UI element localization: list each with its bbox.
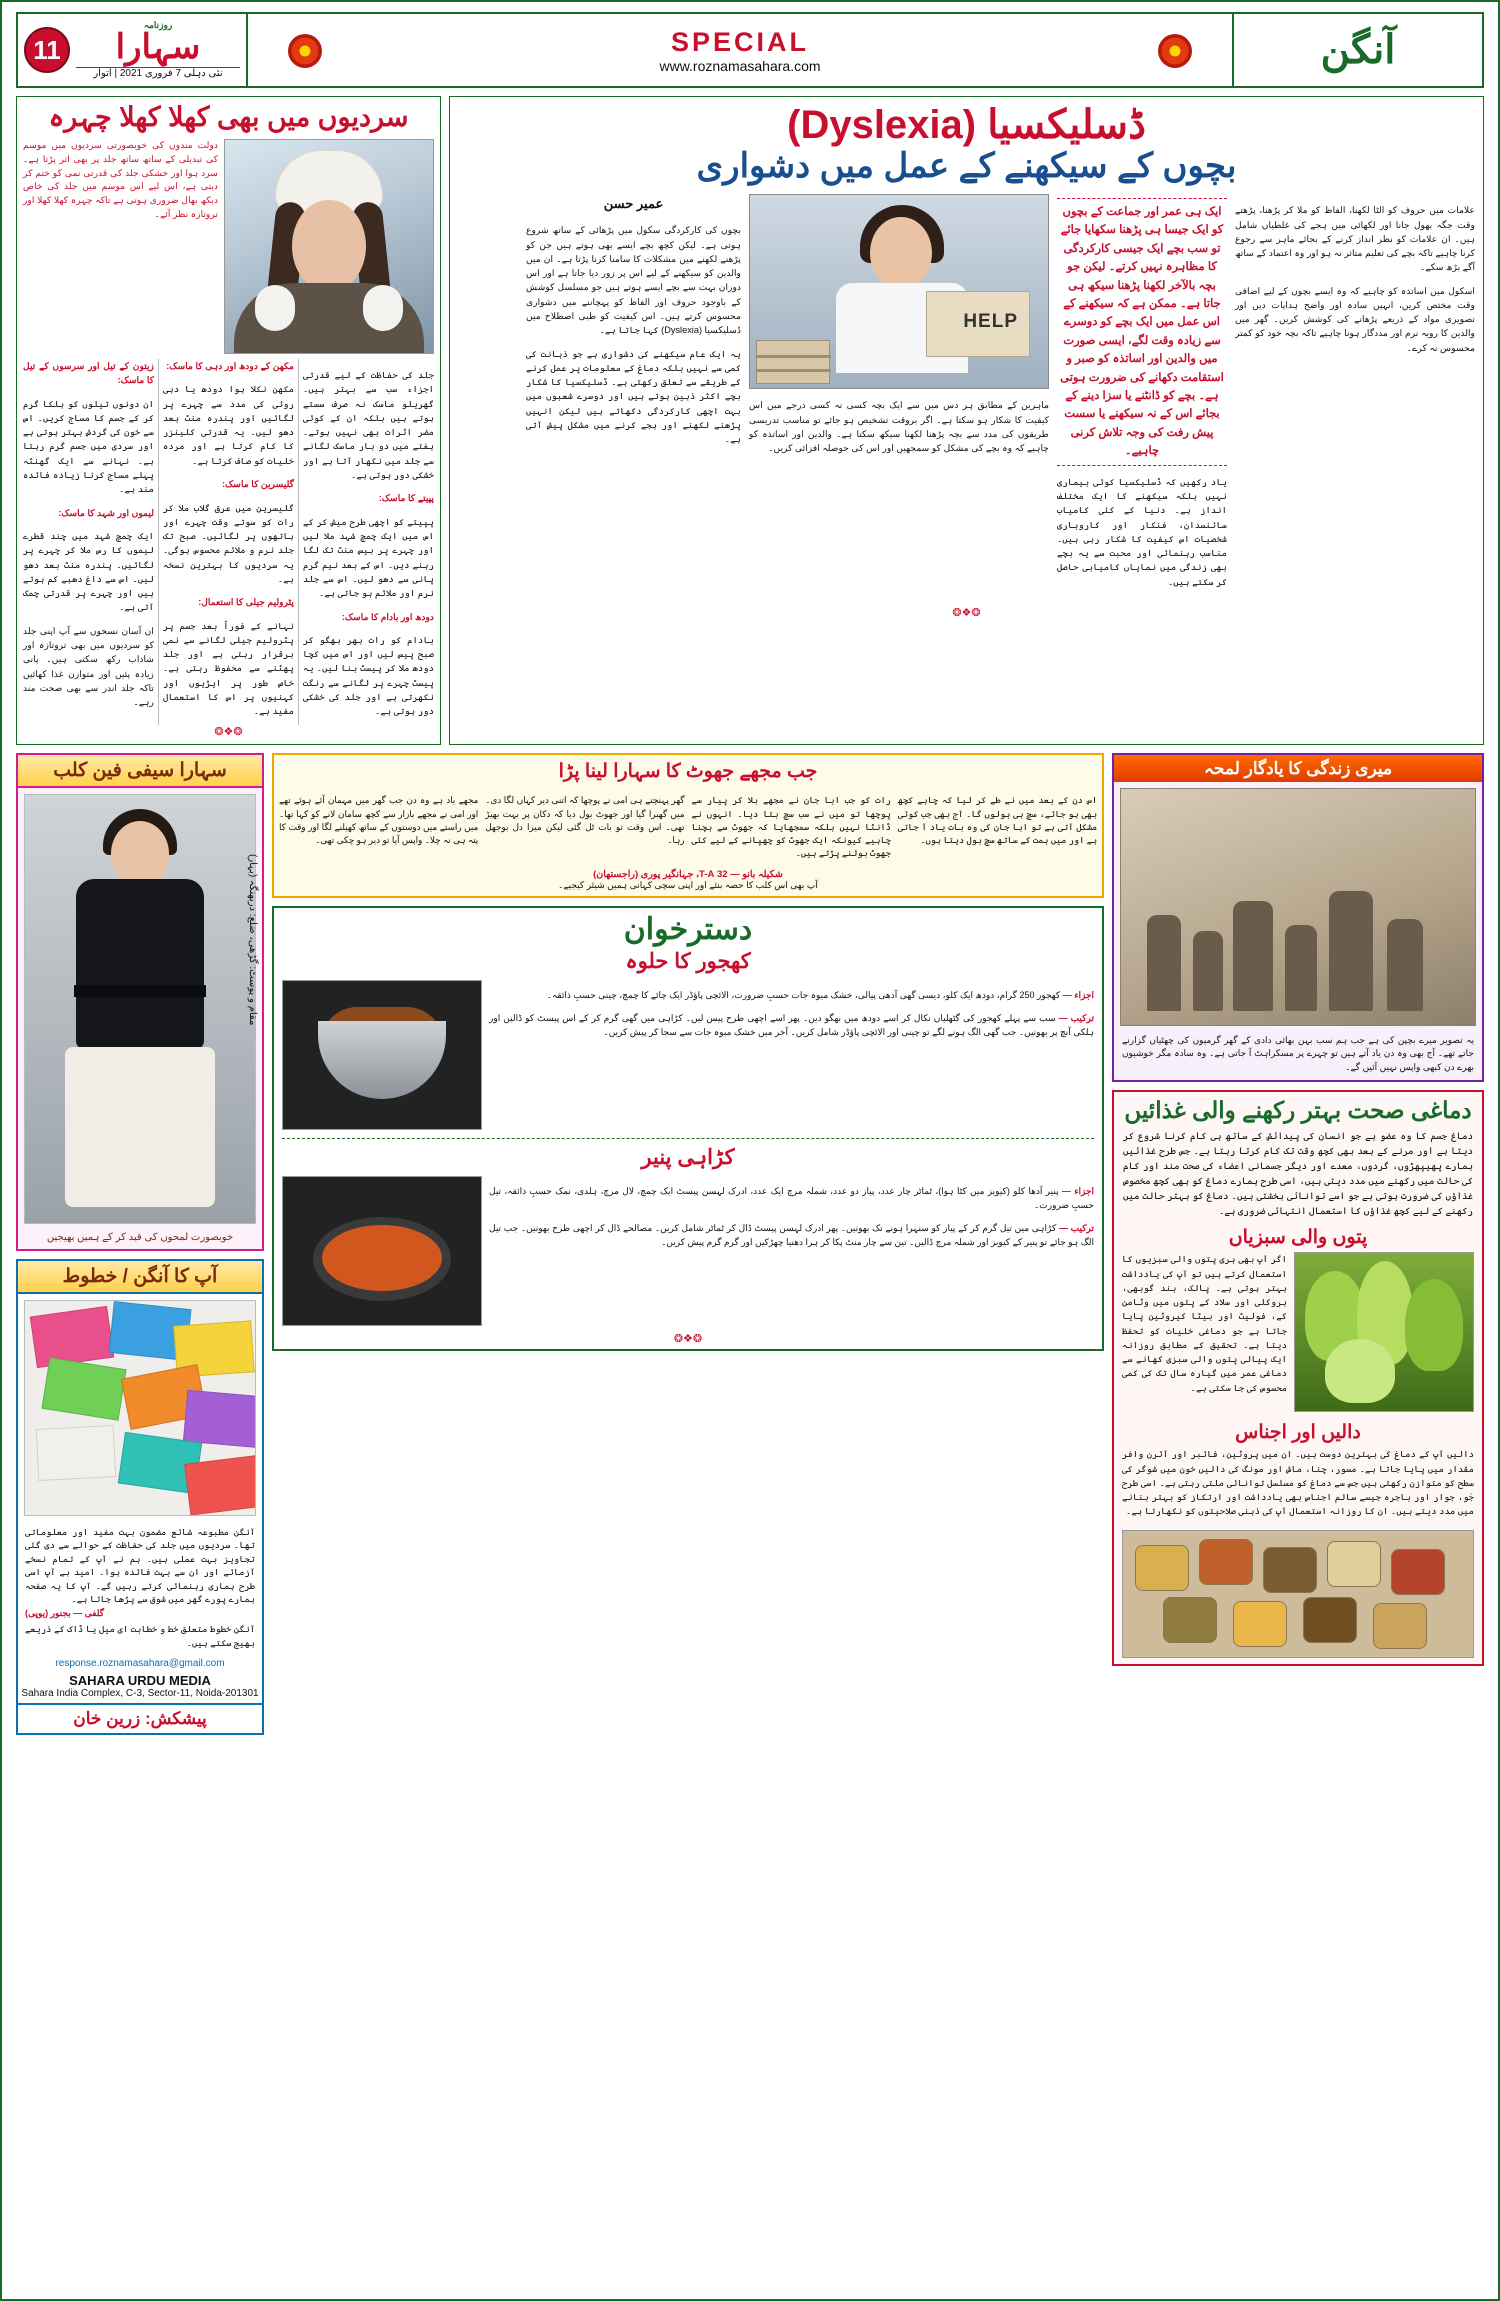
article-main-title-line2: بچوں کے سیکھنے کے عمل میں دشواری bbox=[696, 147, 1237, 185]
subhead: پٹرولیم جیلی کا استعمال: bbox=[198, 597, 294, 608]
paragraph: گھر پہنچتے ہی امی نے پوچھا کہ اتنی دیر کہاں لگا دی۔ میں گھبرا گیا اور جھوٹ بول دیا کہ دکان پر بہت بھیڑ تھی۔ اس وقت تو بات ٹل گئی لیکن میرا دل بوجھل رہا۔ bbox=[485, 795, 685, 845]
paragraph: ان دونوں تیلوں کو ہلکا گرم کر کے جسم کا مساج کریں۔ اس سے خون کی گردش بہتر ہوتی ہے اور سردی میں جسم گرم رہتا ہے۔ نہانے سے ایک گھنٹہ پہلے مساج کرنا زیادہ فائدہ مند ہے۔ bbox=[23, 398, 154, 495]
paragraph: رات کو جب ابا جان نے مجھے بلا کر پیار سے پوچھا تو میں نے سب سچ بتا دیا۔ انہوں نے ڈانٹا نہیں بلکہ سمجھایا کہ جھوٹ سے بچنا چاہیے کیونکہ ایک جھوٹ کو چھپانے کے لیے کئی جھوٹ بولنے پڑتے ہیں۔ bbox=[691, 795, 891, 859]
flower-ornament-right-icon bbox=[1158, 34, 1192, 68]
masthead-right bbox=[1232, 14, 1482, 86]
fan-club-side-note: مقام و پوسٹ: گڑھی، ضلع: دربھنگہ (بہار) bbox=[247, 853, 258, 1025]
top-content bbox=[16, 96, 1484, 745]
article-left-photo bbox=[224, 139, 434, 354]
story-signature: شکیلہ بانو — 32 T-A، جہانگیر پوری (راجستھان) bbox=[593, 869, 783, 881]
memory-title: میری زندگی کا یادگار لمحہ bbox=[1114, 755, 1482, 782]
letters-email[interactable]: response.roznamasahara@gmail.com bbox=[55, 1658, 225, 1670]
left-stack bbox=[16, 753, 264, 1736]
recipe-1-text bbox=[489, 980, 1094, 1130]
memory-box bbox=[1112, 753, 1484, 1083]
second-band bbox=[16, 753, 1484, 1736]
article-main-col-3 bbox=[749, 398, 1049, 455]
fan-club-caption: خوبصورت لمحوں کی قید کر کے ہمیں بھیجیں bbox=[46, 1231, 234, 1243]
article-main-photo bbox=[749, 194, 1049, 389]
story-col-3 bbox=[485, 786, 684, 870]
letter-body bbox=[18, 1522, 262, 1657]
paragraph: گلیسرین میں عرق گلاب ملا کر رات کو سوتے وقت چہرے اور ہاتھوں پر لگائیں۔ صبح تک جلد نرم و ملائم محسوس ہوگی۔ یہ سردیوں کا بہترین نسخہ ہے۔ bbox=[163, 502, 294, 584]
recipe-2-text bbox=[489, 1176, 1094, 1326]
letters-photo bbox=[24, 1300, 256, 1516]
help-sign-text: HELP bbox=[963, 311, 1018, 333]
right-stack bbox=[1112, 753, 1484, 1666]
health-intro: دماغ جسم کا وہ عضو ہے جو انسان کی پیدائش کے ساتھ ہی کام کرنا شروع کر دیتا ہے اور مرنے کے بعد بھی کچھ وقت تک کام کرتا رہتا ہے۔ جس طرح غذائیں ہمارے پھیپھڑوں، گردوں، معدے اور دیگر جسمانی اعضاء کی صحت مند اور کام کی حالت میں رکھنے میں مدد دیتی ہیں، اسی طرح ہمارے دماغ کو بھی کچھ مخصوص غذاؤں کی ضرورت ہوتی ہے جو اسے توانائی بخشتی ہیں۔ دماغ کو بہتر حالت میں رکھنے کے لیے کچھ غذاؤں کا استعمال انتہائی ضروری ہے۔ bbox=[1123, 1130, 1473, 1217]
special-label: SPECIAL bbox=[670, 26, 810, 57]
recipe-1-ingredients-label: اجزاء — bbox=[1062, 990, 1094, 1001]
paragraph: ان آسان نسخوں سے آپ اپنی جلد کو سردیوں میں بھی تروتازہ اور شاداب رکھ سکتی ہیں۔ پانی زیادہ پئیں اور متوازن غذا کھائیں تاکہ جلد اندر سے بھی صحت مند رہے۔ bbox=[23, 625, 154, 707]
logo-top-line: روزنامہ bbox=[143, 19, 173, 30]
paragraph: مکھن نکلا ہوا دودھ یا دہی روئی کی مدد سے چہرے پر لگائیں اور پندرہ منٹ بعد دھو لیں۔ یہ قدرتی کلینزر کا کام کرتا ہے اور مردہ خلیات کو صاف کرتا ہے۔ bbox=[163, 384, 294, 466]
paragraph: نہانے کے فوراً بعد جسم پر پٹرولیم جیلی لگانے سے نمی برقرار رہتی ہے اور جلد پھٹنے سے محفوظ رہتی ہے۔ خاص طور پر ایڑیوں اور کہنیوں پر اس کا استعمال مفید ہے۔ bbox=[163, 620, 294, 717]
health-section-2-text: دالیں آپ کے دماغ کی بہترین دوست ہیں۔ ان میں پروٹین، فائبر اور آئرن وافر مقدار میں پایا جاتا ہے۔ مسور، چنا، ماش اور مونگ کی دالیں خون میں شوگر کی سطح کو متوازن رکھتی ہیں جس سے دماغ کو مسلسل توانائی ملتی رہتی ہے۔ اسی طرح جَو، جوار اور باجرہ جیسے سالم اجناس بھی یادداشت اور ارتکاز کو بہتر بنانے میں مدد دیتے ہیں۔ ان کا روزانہ استعمال آپ کی ذہنی صلاحیتوں کو نکھارتا ہے۔ bbox=[1122, 1449, 1474, 1517]
health-section-2-heading: دالیں اور اجناس bbox=[1235, 1422, 1361, 1444]
article-left-body bbox=[23, 359, 434, 725]
paragraph: مجھے یاد ہے وہ دن جب گھر میں مہمان آئے ہوئے تھے اور امی نے مجھے بازار سے کچھ سامان لانے کو کہا تھا۔ میں راستے میں دوستوں کے ساتھ کھیلنے لگا اور وقت کا پتہ ہی نہ چلا۔ واپس آیا تو دیر ہو چکی تھی۔ bbox=[279, 795, 479, 845]
story-col-4 bbox=[279, 786, 478, 870]
dastar-khwan-box bbox=[272, 906, 1104, 1351]
story-box bbox=[272, 753, 1104, 899]
recipe-1-photo bbox=[282, 980, 482, 1130]
paragraph: پپیتے کو اچھی طرح میش کر کے اس میں ایک چمچ شہد ملا لیں اور چہرے پر بیس منٹ تک لگا رہنے دیں۔ اس کے بعد نیم گرم پانی سے دھو لیں۔ اس سے جلد نرم اور ملائم ہو جاتی ہے۔ bbox=[303, 516, 434, 599]
paragraph: یہ ایک عام سیکھنے کی دشواری ہے جو ذہانت کی کمی سے نہیں بلکہ دماغ کے معلومات پر عمل کرنے کے طریقے سے تعلق رکھتی ہے۔ ڈسلیکسیا کا شکار بچے اکثر ذہین ہوتے ہیں اور دوسرے شعبوں میں بہت اچھی کارکردگی دکھاتے ہیں لیکن انہیں پڑھنے لکھنے اور ہجے کرنے میں مشکل پیش آتی ہے۔ bbox=[526, 348, 741, 445]
subhead: گلیسرین کا ماسک: bbox=[222, 479, 294, 490]
article-main-col-2 bbox=[1057, 194, 1227, 598]
publication-date: نئی دہلی 7 فروری 2021 | اتوار bbox=[76, 67, 240, 80]
paragraph: ماہرین کے مطابق ہر دس میں سے ایک بچہ کسی نہ کسی درجے میں اس کیفیت کا شکار ہو سکتا ہے۔ اگر بروقت تشخیص ہو جائے تو مناسب تدریسی طریقوں کی مدد سے بچہ پڑھنا لکھنا سیکھ سکتا ہے۔ والدین اور اساتذہ کو چاہیے کہ وہ بچے کی مشکل کو سمجھیں اور اس کی حوصلہ افزائی کریں۔ bbox=[749, 400, 1049, 454]
fan-club-box bbox=[16, 753, 264, 1251]
paragraph: ایک چمچ شہد میں چند قطرے لیموں کا رس ملا کر چہرے پر لگائیں۔ پندرہ منٹ بعد دھو لیں۔ اس سے داغ دھبے کم ہوتے ہیں اور چہرے پر قدرتی چمک آتی ہے۔ bbox=[23, 531, 154, 613]
fan-club-photo bbox=[24, 794, 256, 1224]
website-url[interactable]: www.roznamasahara.com bbox=[659, 57, 821, 74]
health-section-2-photo bbox=[1122, 1530, 1474, 1658]
letter-signature: گلفی — بجنور (یوپی) bbox=[25, 1607, 105, 1618]
paragraph: اس دن کے بعد میں نے طے کر لیا کہ چاہے کچھ بھی ہو جائے، سچ ہی بولوں گا۔ آج بھی جب کوئی مشکل آتی ہے تو ابا جان کی وہ بات یاد آ جاتی ہے اور میں ہمت کے ساتھ سچ بول دیتا ہوں۔ bbox=[897, 795, 1097, 845]
subhead: پپیتے کا ماسک: bbox=[378, 493, 434, 504]
recipe-2-method-label: ترکیب — bbox=[1058, 1222, 1094, 1233]
story-title: جب مجھے جھوٹ کا سہارا لینا پڑا bbox=[558, 760, 818, 782]
recipe-2-photo bbox=[282, 1176, 482, 1326]
health-section-1-text: اگر آپ بھی ہری پتوں والی سبزیوں کا استعمال کرتے ہیں تو آپ کی یادداشت بہتر ہوتی ہے۔ پالک، بند گوبھی، بروکلی اور سلاد کے پتوں میں وٹامن کے، فولیٹ اور بیٹا کیروٹین پایا جاتا ہے جو دماغی خلیات کو تحفظ دیتا ہے۔ تحقیق کے مطابق روزانہ ایک پیالی پتوں والی سبزی کھانے سے دماغی عمر میں گیارہ سال تک کی کمی محسوس کی جا سکتی ہے۔ bbox=[1122, 1254, 1287, 1393]
memory-photo bbox=[1120, 788, 1476, 1026]
paragraph: اسکول میں اساتذہ کو چاہیے کہ وہ ایسے بچوں کے لیے اضافی وقت مختص کریں، انہیں سادہ اور واضح ہدایات دیں اور تصویری مواد کے ذریعے پڑھانے کی کوشش کریں۔ گھر میں والدین کا رویہ نرم اور مددگار ہونا چاہیے تاکہ بچہ خود کو کمتر محسوس نہ کرے۔ bbox=[1235, 285, 1475, 353]
article-main-title-line1: ڈسلیکسیا (Dyslexia) bbox=[787, 103, 1146, 147]
subhead: مکھن کے دودھ اور دہی کا ماسک: bbox=[166, 361, 294, 371]
recipe-1-method-label: ترکیب — bbox=[1058, 1013, 1094, 1024]
dastar-title: دسترخوان bbox=[623, 913, 753, 947]
masthead-left bbox=[18, 14, 248, 86]
byline: عمیر حسن bbox=[603, 196, 664, 212]
article-left-title: سردیوں میں بھی کھلا کھلا چہرہ bbox=[48, 102, 409, 132]
masthead bbox=[16, 12, 1484, 88]
end-mark-icon: ❂❖❂ bbox=[214, 725, 243, 738]
recipe-2-ingredients: پنیر آدھا کلو (کیوبز میں کٹا ہوا)، ٹماٹر چار عدد، پیاز دو عدد، شملہ مرچ ایک عدد، ادرک لہسن پیسٹ ایک چمچ، لال مرچ، ہلدی، نمک حسبِ ذائقہ، تیل حسبِ ضرورت۔ bbox=[489, 1186, 1094, 1211]
letters-address: Sahara India Complex, C-3, Sector-11, Noida-201301 bbox=[21, 1688, 259, 1700]
subhead: لیموں اور شہد کا ماسک: bbox=[58, 507, 154, 518]
paragraph: بادام کو رات بھر بھگو کر صبح پیس لیں اور اس میں کچا دودھ ملا کر پیسٹ بنا لیں۔ یہ پیسٹ چہرے پر لگانے سے رنگت نکھرتی ہے اور جلد کی خشکی دور ہوتی ہے۔ bbox=[303, 634, 434, 717]
article-left-lead: دولت مندوں کی خوبصورتی سردیوں میں موسم کی تبدیلی کے ساتھ ساتھ جلد پر بھی اثر پڑتا ہے۔ سرد ہوا اور خشکی جلد کی قدرتی نمی کو ختم کر دیتی ہے، اس لیے اس موسم میں جلد کی خاص دیکھ بھال ضروری ہوتی ہے تاکہ چہرہ کھلا کھلا اور تروتازہ نظر آئے۔ bbox=[23, 140, 218, 219]
recipe-1-method: سب سے پہلے کھجور کی گٹھلیاں نکال کر اسے دودھ میں بھگو دیں۔ پھر اسے اچھی طرح پیس لیں۔ کڑاہی میں گھی گرم کر کے اس پیسٹ کو ڈالیں اور ہلکی آنچ پر بھونیں۔ جب گھی الگ ہونے لگے تو چینی اور الائچی پاؤڈر شامل کریں۔ آخر میں خشک میوہ جات سے سجا کر پیش کریں۔ bbox=[489, 1013, 1094, 1037]
health-section-1-photo bbox=[1294, 1252, 1474, 1412]
masthead-center bbox=[248, 14, 1232, 86]
letters-note: آنگن خطوط متعلق خط و خطابت ای میل یا ڈاک کے ذریعے بھیج سکتے ہیں۔ bbox=[25, 1624, 255, 1648]
article-left bbox=[16, 96, 441, 745]
fan-club-title: سہارا سیفی فین کلب bbox=[18, 755, 262, 788]
end-mark-icon: ❂❖❂ bbox=[952, 606, 981, 619]
subhead: زیتون کے تیل اور سرسوں کے تیل کا ماسک: bbox=[23, 361, 154, 386]
page-number: 11 bbox=[24, 27, 70, 73]
story-col-2 bbox=[692, 786, 891, 870]
paragraph: علامات میں حروف کو الٹا لکھنا، الفاظ کو ملا کر پڑھنا، پڑھتے وقت جگہ بھول جانا اور لکھائی میں ہجے کی غلطیاں شامل ہیں۔ ان علامات کو نظر انداز کرنے کے بجائے ماہر سے رجوع کرنا چاہیے تاکہ بچے کی تعلیم متاثر نہ ہو اور وہ اعتماد کے ساتھ آگے بڑھ سکے۔ bbox=[1235, 205, 1475, 273]
story-col-1 bbox=[898, 786, 1097, 870]
pull-quote: ایک ہی عمر اور جماعت کے بچوں کو ایک جیسا ہی پڑھنا سکھایا جائے تو سب بچے ایک جیسی کارکردگی کا مظاہرہ نہیں کرتے۔ لیکن جو بچہ بالآخر لکھنا پڑھنا سیکھ ہی جاتا ہے۔ ممکن ہے کہ سیکھنے کے اس عمل میں ایک بچے کو دوسرے سے زیادہ وقت لگے، ایسی صورت میں والدین اور اساتذہ کو صبر و استقامت دکھانے کی ضرورت ہوتی ہے۔ بچے کو ڈانٹنے یا سزا دینے کے بجائے اس کے نہ سیکھنے یا سست پیش رفت کی وجہ تلاش کرنی چاہیے۔ bbox=[1057, 198, 1227, 465]
logo-urdu: سہارا bbox=[115, 28, 201, 67]
paragraph: یاد رکھیں کہ ڈسلیکسیا کوئی بیماری نہیں بلکہ سیکھنے کا ایک مختلف انداز ہے۔ دنیا کے کئی کامیاب سائنسدان، فنکار اور کاروباری شخصیات اس کیفیت کا شکار رہی ہیں۔ مناسب رہنمائی اور محبت سے یہ بچے بھی زندگی میں نمایاں کامیابی حاصل کر سکتے ہیں۔ bbox=[1057, 476, 1227, 587]
health-title: دماغی صحت بہتر رکھنے والی غذائیں bbox=[1124, 1097, 1472, 1124]
section-title: آنگن bbox=[1320, 28, 1396, 72]
article-main bbox=[449, 96, 1484, 745]
recipe-1-name: کھجور کا حلوہ bbox=[625, 950, 751, 974]
presenter-credit: پیشکش: زرین خان bbox=[18, 1703, 262, 1733]
recipe-1-ingredients: کھجور 250 گرام، دودھ ایک کلو، دیسی گھی آدھی پیالی، خشک میوہ جات حسبِ ضرورت، الائچی پاؤڈر ایک چائے کا چمچ، چینی حسبِ ذائقہ۔ bbox=[546, 990, 1061, 1001]
recipe-2-ingredients-label: اجزاء — bbox=[1061, 1186, 1094, 1197]
letters-box bbox=[16, 1259, 264, 1736]
health-section-1-heading: پتوں والی سبزیاں bbox=[1228, 1227, 1368, 1249]
memory-caption: یہ تصویر میرے بچپن کی ہے جب ہم سب بہن بھائی دادی کے گھر گرمیوں کی چھٹیاں گزارنے جاتے تھے۔ آج بھی وہ دن یاد آتے ہیں تو چہرے پر مسکراہٹ آ جاتی ہے۔ وہ سادہ مگر خوشیوں بھرے دن کبھی واپس نہیں آئیں گے۔ bbox=[1122, 1034, 1474, 1072]
paragraph: بچوں کی کارکردگی سکول میں پڑھائی کے ساتھ شروع ہوتی ہے۔ لیکن کچھ بچے ایسے بھی ہوتے ہیں جن کو پڑھنے لکھنے میں مشکلات کا سامنا کرنا پڑتا ہے۔ ان میں والدین کو سیکھنے کے لیے اس پر زور دیا جاتا ہے اور اس دوران بہت سے بچے ایسے ہوتے ہیں جو مسلسل کوشش کے باوجود حروف اور الفاظ کو پہچاننے میں دشواری محسوس کرتے ہیں۔ اس کیفیت کو طبی اصطلاح میں ڈسلیکسیا (Dyslexia) کہا جاتا ہے۔ bbox=[526, 225, 741, 336]
paragraph: جلد کی حفاظت کے لیے قدرتی اجزاء سب سے بہتر ہیں۔ گھریلو ماسک نہ صرف سستے ہوتے ہیں بلکہ ان کے کوئی مضر اثرات بھی نہیں ہوتے۔ ہفتے میں دو بار ماسک لگانے سے جلد میں نکھار آتا ہے اور خشکی دور ہوتی ہے۔ bbox=[303, 370, 434, 480]
article-main-col-4 bbox=[526, 194, 741, 598]
article-main-col-1 bbox=[1235, 194, 1475, 598]
publication-logo bbox=[76, 21, 240, 80]
story-footer: آپ بھی اس کلب کا حصہ بنئے اور اپنی سچی کہانی ہمیں شیئر کیجیے۔ bbox=[558, 880, 818, 891]
letter-text: آنگن مطبوعہ شائع مضمون بہت مفید اور معلوماتی تھا۔ سردیوں میں جلد کی حفاظت کے حوالے سے دی گئی تجاویز بہت عملی ہیں۔ ہم نے آپ کے تمام نسخے آزمائے اور ان سے بہت فائدہ ہوا۔ امید ہے آپ اسی طرح ہماری رہنمائی کرتے رہیں گے۔ آپ کا یہ صفحہ ہمارے پورے گھر میں شوق سے پڑھا جاتا ہے۔ bbox=[25, 1526, 255, 1605]
subhead: دودھ اور بادام کا ماسک: bbox=[341, 611, 434, 622]
end-mark-icon: ❂❖❂ bbox=[673, 1333, 703, 1346]
flower-ornament-left-icon bbox=[288, 34, 322, 68]
letters-org: SAHARA URDU MEDIA bbox=[69, 1673, 211, 1689]
letters-title: آپ کا آنگن / خطوط bbox=[18, 1261, 262, 1294]
middle-stack bbox=[272, 753, 1104, 1352]
health-box bbox=[1112, 1090, 1484, 1666]
recipe-2-name: کڑاہی پنیر bbox=[641, 1146, 735, 1170]
recipe-2-method: کڑاہی میں تیل گرم کر کے پیاز کو سنہرا ہونے تک بھونیں۔ پھر ادرک لہسن پیسٹ ڈال کر ٹماٹر شامل کریں۔ مصالحے ڈال کر اچھی طرح بھونیں۔ جب تیل الگ ہو جائے تو پنیر کے کیوبز اور شملہ مرچ ڈالیں۔ تین سے چار منٹ پکا کر ہرا دھنیا چھڑکیں اور گرم گرم پیش کریں۔ bbox=[489, 1222, 1094, 1247]
article-main-media-col bbox=[749, 194, 1049, 598]
